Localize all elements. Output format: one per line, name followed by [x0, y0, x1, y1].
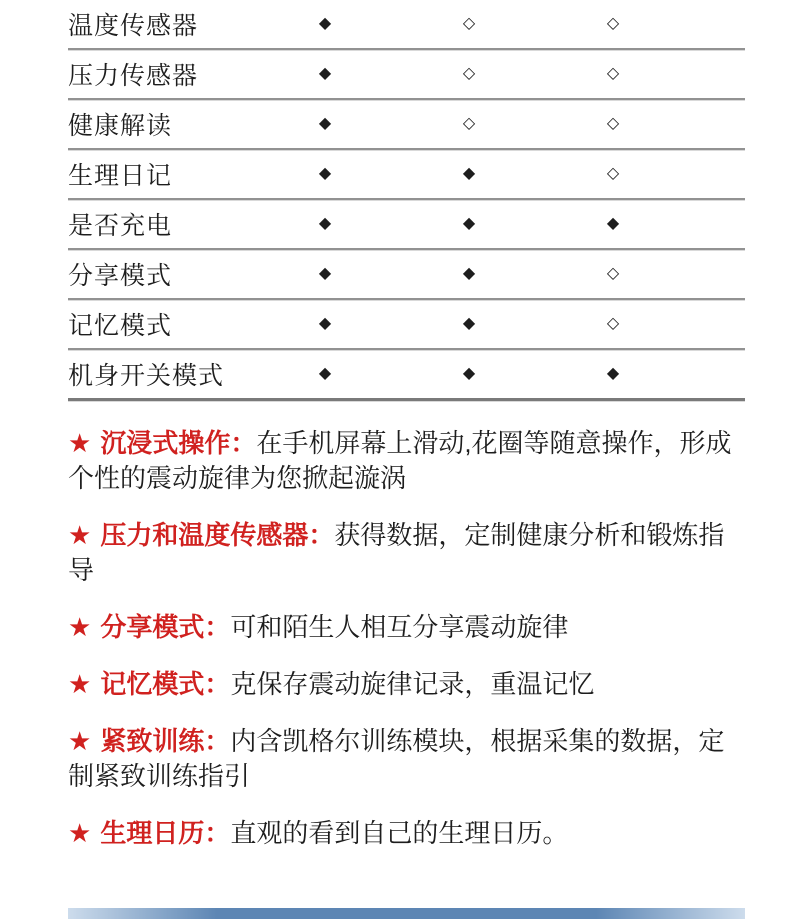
- diamond-marker: ◆: [462, 165, 476, 182]
- star-icon: ★: [68, 669, 92, 699]
- diamond-marker: ◆: [318, 15, 332, 32]
- feature-desc: 直观的看到自己的生理日历。: [230, 818, 569, 848]
- feature-desc: 内含凯格尔训练模块，根据采集的数据，定 制紧致训练指引: [68, 726, 725, 791]
- diamond-marker: ◆: [606, 215, 620, 232]
- diamond-marker: ◆: [462, 215, 476, 232]
- feature-item: [68, 426, 752, 496]
- table-row: [68, 0, 745, 50]
- diamond-marker: ◆: [318, 215, 332, 232]
- diamond-marker: ◆: [318, 165, 332, 182]
- feature-desc: 克保存震动旋律记录，重温记忆: [230, 669, 595, 699]
- feature-title: 压力和温度传感器：: [100, 520, 335, 550]
- diamond-marker: ◆: [462, 365, 476, 382]
- feature-desc: 获得数据，定制健康分析和锻炼指 导: [68, 520, 725, 585]
- feature-desc: 在手机屏幕上滑动,花圈等随意操作，形成 个性的震动旋律为您掀起漩涡: [68, 428, 732, 493]
- diamond-marker: ◇: [606, 315, 620, 332]
- feature-title: 记忆模式：: [100, 669, 231, 699]
- table-row: [68, 150, 745, 200]
- diamond-marker: ◇: [606, 115, 620, 132]
- diamond-marker: ◆: [318, 265, 332, 282]
- diamond-marker: ◇: [606, 65, 620, 82]
- feature-label: 记忆模式: [68, 312, 173, 340]
- diamond-marker: ◆: [318, 315, 332, 332]
- diamond-marker: ◇: [606, 15, 620, 32]
- star-icon: ★: [68, 520, 92, 550]
- table-row: [68, 50, 745, 100]
- diamond-marker: ◇: [462, 65, 476, 82]
- table-row: [68, 300, 745, 350]
- table-row: [68, 200, 745, 250]
- feature-label: 温度传感器: [68, 12, 199, 40]
- feature-desc: 可和陌生人相互分享震动旋律: [230, 612, 569, 642]
- feature-item: [68, 816, 752, 851]
- star-icon: ★: [68, 612, 92, 642]
- feature-label: 生理日记: [68, 162, 173, 190]
- diamond-marker: ◆: [606, 365, 620, 382]
- diamond-marker: ◆: [462, 315, 476, 332]
- bottom-accent-bar: [68, 908, 745, 919]
- feature-descriptions: [68, 426, 752, 851]
- diamond-marker: ◆: [318, 65, 332, 82]
- table-row: [68, 250, 745, 300]
- feature-item: [68, 610, 752, 645]
- diamond-marker: ◇: [462, 15, 476, 32]
- feature-item: [68, 518, 752, 588]
- feature-item: [68, 667, 752, 702]
- diamond-marker: ◇: [606, 265, 620, 282]
- feature-label: 是否充电: [68, 212, 173, 240]
- diamond-marker: ◇: [606, 165, 620, 182]
- diamond-marker: ◆: [318, 115, 332, 132]
- feature-title: 生理日历：: [100, 818, 231, 848]
- star-icon: ★: [68, 726, 92, 756]
- feature-label: 健康解读: [68, 112, 173, 140]
- diamond-marker: ◇: [462, 115, 476, 132]
- star-icon: ★: [68, 428, 92, 458]
- feature-item: [68, 724, 752, 794]
- diamond-marker: ◆: [318, 365, 332, 382]
- feature-label: 机身开关模式: [68, 362, 225, 390]
- feature-title: 沉浸式操作：: [100, 428, 257, 458]
- table-row: [68, 100, 745, 150]
- star-icon: ★: [68, 818, 92, 848]
- feature-comparison-table: [68, 0, 745, 401]
- table-row: [68, 350, 745, 401]
- feature-label: 压力传感器: [68, 62, 199, 90]
- feature-title: 分享模式：: [100, 612, 231, 642]
- feature-label: 分享模式: [68, 262, 173, 290]
- diamond-marker: ◆: [462, 265, 476, 282]
- feature-title: 紧致训练：: [100, 726, 231, 756]
